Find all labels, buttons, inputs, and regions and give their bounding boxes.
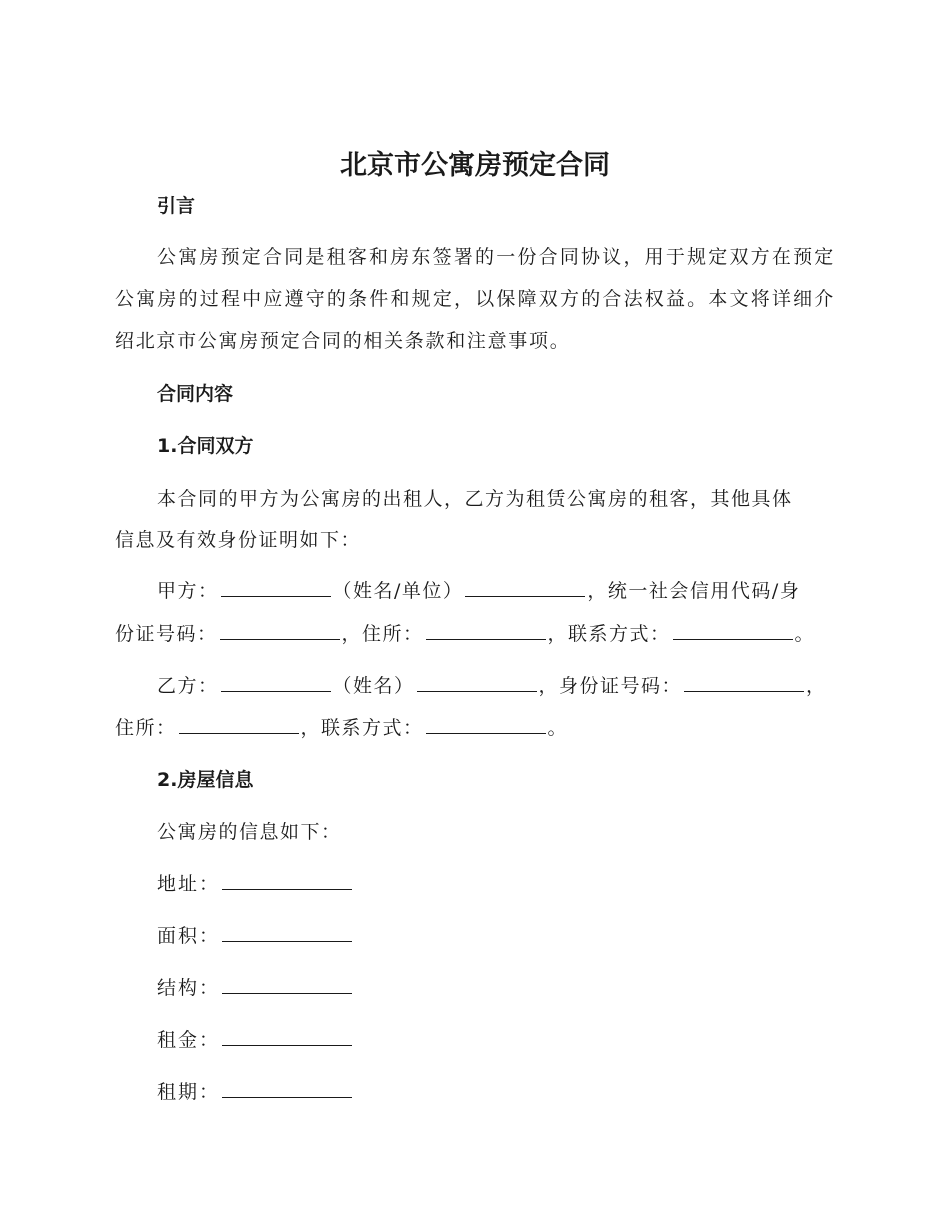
party-a-id-label: 份证号码： <box>115 623 218 645</box>
party-b-id-label: ，身份证号码： <box>538 675 683 697</box>
party-a-address-blank[interactable] <box>426 621 546 640</box>
section1-paragraph-line1: 本合同的甲方为公寓房的出租人，乙方为租赁公寓房的租客，其他具体 <box>157 488 793 510</box>
house-field-label: 地址： <box>157 873 221 895</box>
party-b-address-label: 住所： <box>115 717 177 739</box>
document-title: 北京市公寓房预定合同 <box>340 150 610 181</box>
house-field-blank[interactable] <box>222 871 352 890</box>
section2-heading: 2.房屋信息 <box>157 769 254 791</box>
house-field-label: 面积： <box>157 925 221 947</box>
party-a-id-blank[interactable] <box>220 621 340 640</box>
party-b-label: 乙方： <box>157 675 219 697</box>
party-a-line1 <box>157 577 800 605</box>
party-b-name2-blank[interactable] <box>417 673 537 692</box>
intro-paragraph: 公寓房预定合同是租客和房东签署的一份合同协议，用于规定双方在预定公寓房的过程中应遵守的条件和规定，以保障双方的合法权益。本文将详细介绍北京市公寓房预定合同的相关条款和注意事项。 <box>115 246 835 352</box>
party-b-name-blank[interactable] <box>221 673 331 692</box>
party-a-address-label: ，住所： <box>341 623 424 645</box>
party-b-line1 <box>157 672 827 700</box>
house-field-blank[interactable] <box>222 1027 352 1046</box>
house-field-term <box>157 1078 354 1106</box>
house-field-blank[interactable] <box>222 1079 352 1098</box>
party-b-address-blank[interactable] <box>179 715 299 734</box>
party-a-contact-label: ，联系方式： <box>547 623 671 645</box>
party-a-contact-blank[interactable] <box>673 621 793 640</box>
house-field-blank[interactable] <box>222 923 352 942</box>
party-b-contact-blank[interactable] <box>426 715 546 734</box>
house-field-structure <box>157 974 354 1002</box>
party-b-contact-label: ，联系方式： <box>300 717 424 739</box>
party-a-name-unit-label: （姓名/单位） <box>332 580 464 602</box>
party-b-comma: ， <box>806 675 827 697</box>
party-b-end: 。 <box>547 717 569 739</box>
house-field-area <box>157 922 354 950</box>
party-a-name-blank[interactable] <box>221 578 331 597</box>
party-a-name-unit-blank[interactable] <box>465 578 585 597</box>
intro-heading: 引言 <box>157 195 196 217</box>
house-field-rent <box>157 1026 354 1054</box>
party-b-line2 <box>115 714 568 742</box>
house-field-blank[interactable] <box>222 975 352 994</box>
party-b-name-label: （姓名） <box>332 675 415 697</box>
house-field-label: 租期： <box>157 1081 221 1103</box>
house-field-label: 结构： <box>157 977 221 999</box>
house-field-address <box>157 870 354 898</box>
section1-heading: 1.合同双方 <box>157 435 254 457</box>
section1-paragraph-line2: 信息及有效身份证明如下： <box>115 529 362 551</box>
house-field-label: 租金： <box>157 1029 221 1051</box>
section2-intro: 公寓房的信息如下： <box>157 821 342 843</box>
party-a-line2 <box>115 620 815 648</box>
party-a-label: 甲方： <box>157 580 219 602</box>
party-a-end: 。 <box>794 623 816 645</box>
party-a-credit-code-label: ，统一社会信用代码/身 <box>587 580 801 602</box>
party-b-id-blank[interactable] <box>684 673 804 692</box>
contract-content-heading: 合同内容 <box>157 383 234 405</box>
